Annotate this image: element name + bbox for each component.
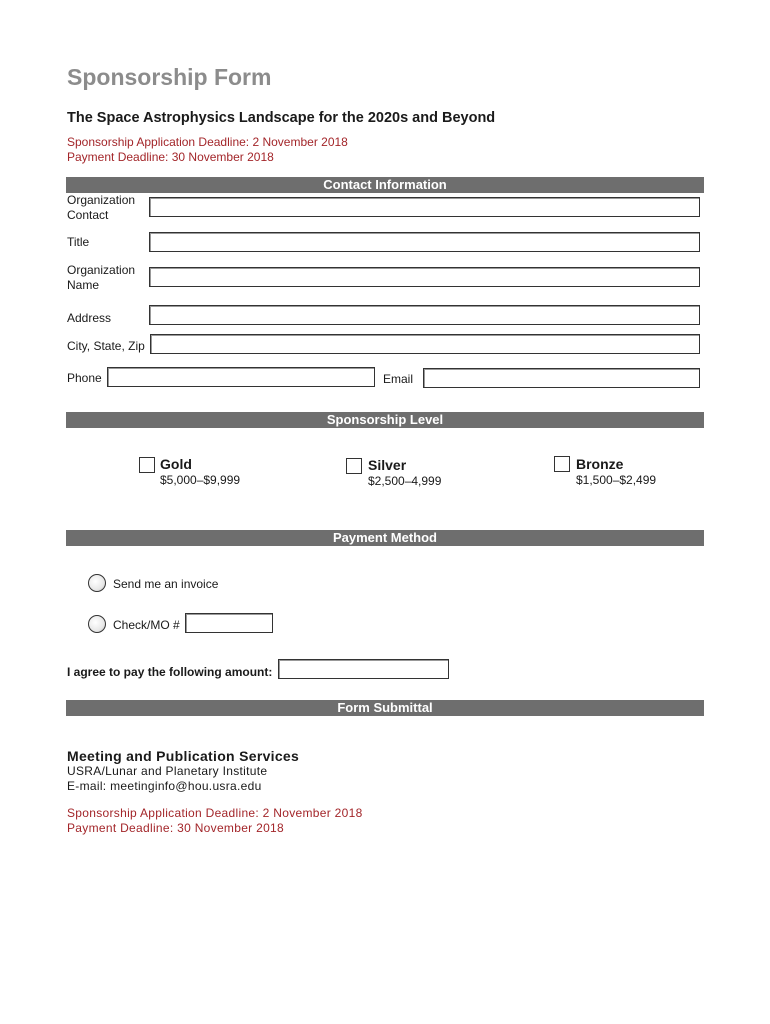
- bronze-price: $1,500–$2,499: [576, 473, 657, 487]
- submittal-section-bar: Form Submittal: [66, 700, 704, 716]
- city-state-zip-field[interactable]: [150, 334, 700, 354]
- org-name-field[interactable]: [149, 267, 700, 287]
- bronze-checkbox[interactable]: [554, 456, 570, 472]
- invoice-radio[interactable]: [88, 574, 106, 592]
- level-section-bar: Sponsorship Level: [66, 412, 704, 428]
- gold-checkbox[interactable]: [139, 457, 155, 473]
- silver-label: Silver: [368, 457, 407, 473]
- agree-amount-label: I agree to pay the following amount:: [67, 665, 273, 679]
- org-name-label: Organization Name: [67, 263, 136, 292]
- invoice-label: Send me an invoice: [113, 577, 219, 591]
- application-deadline: Sponsorship Application Deadline: 2 November 2018: [67, 135, 348, 149]
- email-label: Email: [383, 372, 414, 386]
- address-label: Address: [67, 311, 112, 325]
- page-subtitle: The Space Astrophysics Landscape for the 2020s and Beyond: [67, 110, 496, 126]
- silver-price: $2,500–4,999: [368, 474, 442, 488]
- payment-section-bar: Payment Method: [66, 530, 704, 546]
- check-radio[interactable]: [88, 615, 106, 633]
- title-field[interactable]: [149, 232, 700, 252]
- phone-label: Phone: [67, 371, 102, 385]
- title-label: Title: [67, 235, 90, 249]
- org-contact-field[interactable]: [149, 197, 700, 217]
- org-contact-label: Organization Contact: [67, 193, 136, 222]
- check-number-field[interactable]: [185, 613, 273, 633]
- bronze-label: Bronze: [576, 456, 624, 472]
- page-title: Sponsorship Form: [67, 64, 272, 90]
- contact-section-bar: Contact Information: [66, 177, 704, 193]
- payment-deadline: Payment Deadline: 30 November 2018: [67, 150, 274, 164]
- city-state-zip-label: City, State, Zip: [67, 339, 145, 353]
- footer-payment-deadline: Payment Deadline: 30 November 2018: [67, 821, 284, 835]
- submittal-heading: Meeting and Publication Services: [67, 748, 300, 764]
- agree-amount-field[interactable]: [278, 659, 449, 679]
- gold-label: Gold: [160, 456, 192, 472]
- address-field[interactable]: [149, 305, 700, 325]
- check-label: Check/MO #: [113, 618, 180, 632]
- phone-field[interactable]: [107, 367, 375, 387]
- submittal-org: USRA/Lunar and Planetary Institute: [67, 764, 268, 778]
- footer-application-deadline: Sponsorship Application Deadline: 2 November 2018: [67, 806, 363, 820]
- silver-checkbox[interactable]: [346, 458, 362, 474]
- submittal-email: E-mail: meetinginfo@hou.usra.edu: [67, 779, 262, 793]
- email-field[interactable]: [423, 368, 700, 388]
- gold-price: $5,000–$9,999: [160, 473, 241, 487]
